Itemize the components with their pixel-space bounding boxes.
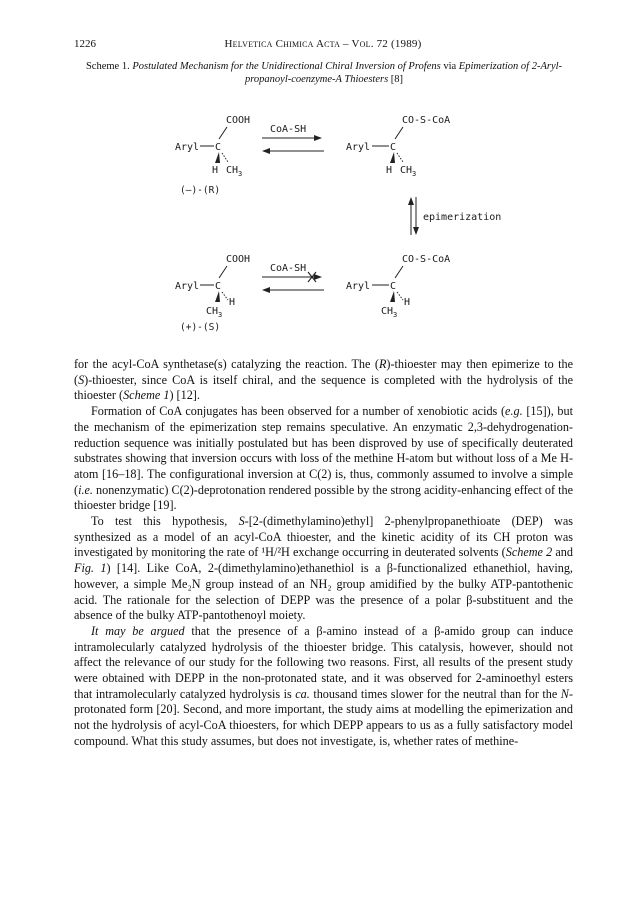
hashed-bond bbox=[222, 292, 228, 300]
text-run: N bbox=[560, 686, 569, 701]
wedge-bond bbox=[215, 291, 220, 302]
bond bbox=[395, 127, 403, 139]
h-label: H bbox=[404, 297, 411, 308]
hashed-bond bbox=[397, 292, 403, 300]
ch3-text: CH bbox=[206, 306, 219, 317]
coa-sh-label: CoA-SH bbox=[270, 124, 307, 135]
scheme-reference: Scheme 1 bbox=[123, 388, 170, 403]
s-isomer-label: (+)-(S) bbox=[180, 322, 221, 333]
bond bbox=[395, 266, 403, 278]
cooh-label: COOH bbox=[226, 115, 251, 126]
text-run: e.g. bbox=[505, 404, 523, 419]
h-label: H bbox=[229, 297, 236, 308]
reaction-scheme bbox=[0, 0, 632, 350]
ch3-label bbox=[400, 165, 416, 178]
ch3-text: CH bbox=[400, 165, 413, 176]
text-run: thousand times slower for the neutral than for the bbox=[309, 686, 561, 701]
text-run: and bbox=[552, 545, 573, 560]
scheme-caption-title-cont: Epimerization of 2-Aryl-propanoyl-coenzyme-A Thioesters bbox=[244, 61, 563, 85]
text-run: ) [12]. bbox=[169, 388, 200, 403]
ch3-text: CH bbox=[381, 306, 394, 317]
carbon-label: C bbox=[390, 142, 397, 153]
text-run: ca. bbox=[295, 686, 310, 701]
reverse-arrowhead bbox=[262, 287, 270, 293]
paragraph bbox=[74, 514, 573, 624]
text-run: that the presence of a β-amino instead of a β-amido group can induce intramolecularly catalyzed hydrolysis of the thioester bridge. This catalysis, however, should not affect the relevance of our study for the following two reasons. First, all results of the present study were obtained with DEPP in the non-protonated state, and it was observed for 2-aminoethyl esters that intramolecularly catalyzed hydrolysis is bbox=[74, 623, 574, 701]
co-s-coa-label: CO-S-CoA bbox=[402, 254, 451, 265]
scheme-caption-ref: [8] bbox=[388, 74, 404, 85]
coa-sh-label: CoA-SH bbox=[270, 263, 307, 274]
text-run: for the acyl-CoA synthetase(s) catalyzing the reaction. The ( bbox=[74, 357, 379, 371]
paragraph bbox=[74, 624, 573, 750]
aryl-label: Aryl bbox=[346, 281, 371, 292]
reverse-arrowhead bbox=[262, 148, 270, 154]
forward-arrowhead bbox=[314, 135, 322, 141]
ch3-label bbox=[226, 165, 242, 178]
text-run: To test this hypothesis, bbox=[91, 514, 239, 529]
ch3-label bbox=[381, 306, 397, 319]
bond bbox=[219, 127, 227, 139]
ch3-subscript: 3 bbox=[393, 311, 398, 319]
wedge-bond bbox=[215, 152, 220, 163]
text-run: nonenzymatic) C(2)-deprotonation rendered possible by the strong acidity-enhancing effect of the thioester bridge [19]. bbox=[74, 482, 573, 513]
h-label: H bbox=[386, 165, 393, 176]
wedge-bond bbox=[390, 291, 395, 302]
hashed-bond bbox=[222, 153, 228, 162]
figure-reference: Fig. 1 bbox=[74, 561, 107, 576]
ch3-subscript: 3 bbox=[412, 170, 417, 178]
epimerization-label: epimerization bbox=[423, 212, 502, 223]
aryl-label: Aryl bbox=[346, 142, 371, 153]
paragraph bbox=[74, 357, 573, 404]
hashed-bond bbox=[397, 153, 403, 162]
co-s-coa-label: CO-S-CoA bbox=[402, 115, 451, 126]
aryl-label: Aryl bbox=[175, 281, 200, 292]
epimerization-up-arrowhead bbox=[408, 197, 414, 205]
h-label: H bbox=[212, 165, 219, 176]
text-run: i.e. bbox=[78, 482, 93, 497]
text-run: [15]), but the mechanism of the epimerization step remains speculative. An enzymatic 2,3-dehydrogenation-reduction sequence was initially postulated but has been disproved by use of specifically deuterated substrates showing that inversion occurs with loss of the methine H-atom but without loss of a Me H-atom [16–18]. The configurational inversion at C(2) is, thus, commonly assumed to involve a simple ( bbox=[74, 404, 574, 497]
text-run: S bbox=[238, 514, 245, 529]
scheme-reference: Scheme 2 bbox=[505, 545, 553, 560]
scheme-caption-title: Postulated Mechanism for the Unidirectional Chiral Inversion of Profens bbox=[132, 61, 441, 72]
page-number: 1226 bbox=[74, 38, 96, 50]
ch3-text: CH bbox=[226, 165, 239, 176]
text-run: Formation of CoA conjugates has been observed for a number of xenobiotic acids ( bbox=[91, 404, 506, 419]
ch3-subscript: 3 bbox=[238, 170, 243, 178]
running-head: Helvetica Chimica Acta – Vol. 72 (1989) bbox=[224, 38, 422, 50]
aryl-label: Aryl bbox=[175, 142, 200, 153]
cooh-label: COOH bbox=[226, 254, 251, 265]
epimerization-down-arrowhead bbox=[413, 227, 419, 235]
text-run: )-thioester may then epimerize to the ( bbox=[74, 357, 574, 387]
blocked-forward-arrowhead bbox=[314, 274, 322, 280]
text-run: -protonated form [20]. Second, and more important, the study aims at modelling the epimerization and not the hydrolysis of acyl-CoA thioesters, for which DEPP appears to us as a fully satisfactory model compound. What this study assumes, but does not investigate, is, whether rates of methine- bbox=[74, 686, 573, 748]
paragraph bbox=[74, 404, 573, 514]
scheme-caption-label: Scheme 1. bbox=[85, 61, 133, 72]
r-isomer-label: (–)-(R) bbox=[180, 185, 221, 196]
text-run: )-thioester, since CoA is itself chiral, and the sequence is completed with the hydrolysis of the thioester ( bbox=[74, 372, 573, 403]
ch3-label bbox=[206, 306, 222, 319]
text-run: It may be argued bbox=[91, 623, 185, 638]
wedge-bond bbox=[390, 152, 395, 163]
body-text bbox=[74, 357, 573, 750]
carbon-label: C bbox=[215, 281, 222, 292]
carbon-label: C bbox=[215, 142, 222, 153]
text-run: S bbox=[78, 372, 85, 387]
bond bbox=[219, 266, 227, 278]
scheme-caption-via: via bbox=[440, 61, 459, 72]
ch3-subscript: 3 bbox=[218, 311, 223, 319]
text-run: -[2-(dimethylamino)ethyl] 2-phenylpropanethioate (DEP) was synthesized as a model of an acyl-CoA thioester, and the kinetic acidity of its CH proton was investigated by monitoring the rate of ¹H/²H exchange occurring in deuterated solvents ( bbox=[74, 514, 573, 560]
text-run: R bbox=[378, 357, 387, 371]
carbon-label: C bbox=[390, 281, 397, 292]
text-run: ) [14]. Like CoA, 2-(dimethylamino)ethanethiol is a β-functionalized ethanethiol, having, however, a simple Me₂N group instead of an NH₂ group amidified by the bulky ATP-pantothenic acid. The rationale for the selection of DEPP was the presence of a polar β-substituent and the absence of the bulky ATP-pantothenoyl moiety. bbox=[74, 561, 573, 623]
